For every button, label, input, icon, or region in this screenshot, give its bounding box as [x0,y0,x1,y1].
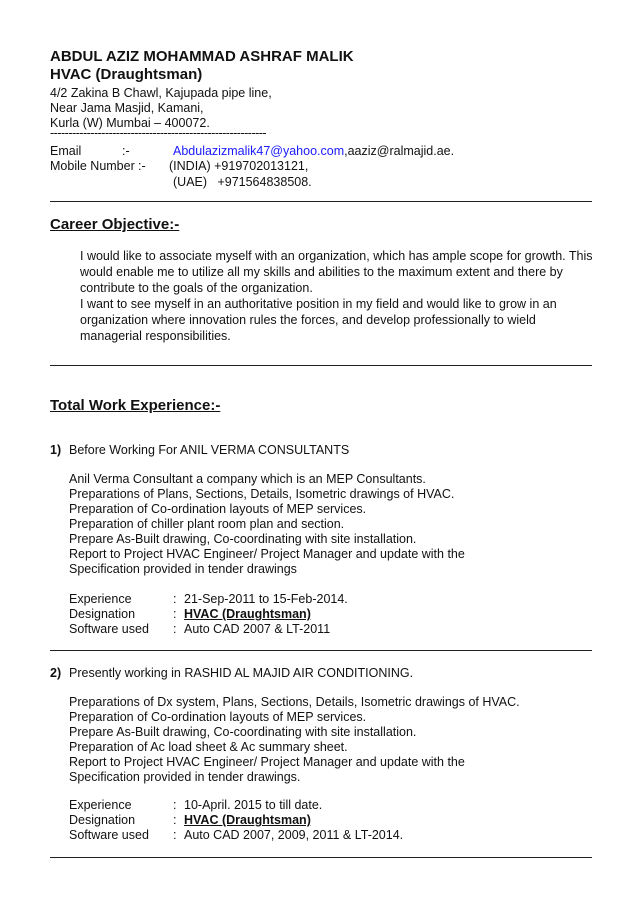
divider [50,650,592,651]
address-line-2: Near Jama Masjid, Kamani, [50,101,204,115]
detail-colon: : [173,607,177,621]
duty-line: Prepare As-Built drawing, Co-coordinating with site installation. [69,532,417,546]
duty-line: Preparation of Co-ordination layouts of MEP services. [69,502,367,516]
duty-line: Specification provided in tender drawings [69,562,297,576]
detail-colon: : [173,622,177,636]
detail-colon: : [173,813,177,827]
divider [50,365,592,366]
designation-label: Designation [69,813,136,827]
address-line-3: Kurla (W) Mumbai – 400072. [50,116,210,130]
designation-value: HVAC (Draughtsman) [184,813,311,827]
duty-line: Prepare As-Built drawing, Co-coordinating with site installation. [69,725,417,739]
software-value: Auto CAD 2007 & LT-2011 [184,622,331,636]
work-experience-heading: Total Work Experience:- [50,397,221,414]
experience-label: Experience [69,798,132,812]
detail-colon: : [173,592,177,606]
experience-value: 10-April. 2015 to till date. [184,798,323,812]
career-objective-heading: Career Objective:- [50,216,180,233]
detail-colon: : [173,798,177,812]
duty-line: Report to Project HVAC Engineer/ Project Manager and update with the [69,547,465,561]
duty-line: Preparation of chiller plant room plan and section. [69,517,345,531]
experience-label: Experience [69,592,132,606]
career-objective-text [80,248,595,344]
email-separator: :- [122,144,130,158]
mobile-india: (INDIA) +919702013121, [169,159,309,173]
mobile-label: Mobile Number [50,159,135,173]
job-title: Before Working For ANIL VERMA CONSULTANTS [69,443,350,457]
email-label: Email [50,144,82,158]
job-number: 2) [50,666,62,680]
header-separator: ----------------------------------------------------------- [50,126,267,140]
address-line-1: 4/2 Zakina B Chawl, Kajupada pipe line, [50,86,272,100]
mobile-separator: :- [138,159,146,173]
divider [50,857,592,858]
experience-value: 21-Sep-2011 to 15-Feb-2014. [184,592,348,606]
divider [50,201,592,202]
candidate-name: ABDUL AZIZ MOHAMMAD ASHRAF MALIK [50,48,354,65]
job-title: Presently working in RASHID AL MAJID AIR CONDITIONING. [69,666,414,680]
candidate-role: HVAC (Draughtsman) [50,66,203,83]
duty-line: Preparations of Dx system, Plans, Sections, Details, Isometric drawings of HVAC. [69,695,520,709]
software-label: Software used [69,828,149,842]
duty-line: Specification provided in tender drawings. [69,770,301,784]
designation-label: Designation [69,607,136,621]
job-number: 1) [50,443,62,457]
software-value: Auto CAD 2007, 2009, 2011 & LT-2014. [184,828,404,842]
email-secondary: ,aaziz@ralmajid.ae. [344,144,455,158]
email-values [173,144,454,158]
job-duties [69,472,589,577]
email-link[interactable]: Abdulazizmalik47@yahoo.com [173,144,345,158]
duty-line: Preparation of Co-ordination layouts of MEP services. [69,710,367,724]
career-objective-paragraph: I would like to associate myself with an organization, which has ample scope for growth. This would enable me to utilize all my skills and abilities to the maximum extent and there by contribute to the goals of the organization. [80,249,593,295]
duty-line: Anil Verma Consultant a company which is an MEP Consultants. [69,472,426,486]
duty-line: Preparations of Plans, Sections, Details, Isometric drawings of HVAC. [69,487,455,501]
job-duties [69,695,589,785]
detail-colon: : [173,828,177,842]
mobile-uae: (UAE) +971564838508. [173,175,312,189]
duty-line: Preparation of Ac load sheet & Ac summary sheet. [69,740,348,754]
career-objective-paragraph: I want to see myself in an authoritative position in my field and would like to grow in an organization where innovation rules the forces, and develop professionally to wield managerial responsibilities. [80,297,557,343]
designation-value: HVAC (Draughtsman) [184,607,311,621]
software-label: Software used [69,622,149,636]
duty-line: Report to Project HVAC Engineer/ Project Manager and update with the [69,755,465,769]
